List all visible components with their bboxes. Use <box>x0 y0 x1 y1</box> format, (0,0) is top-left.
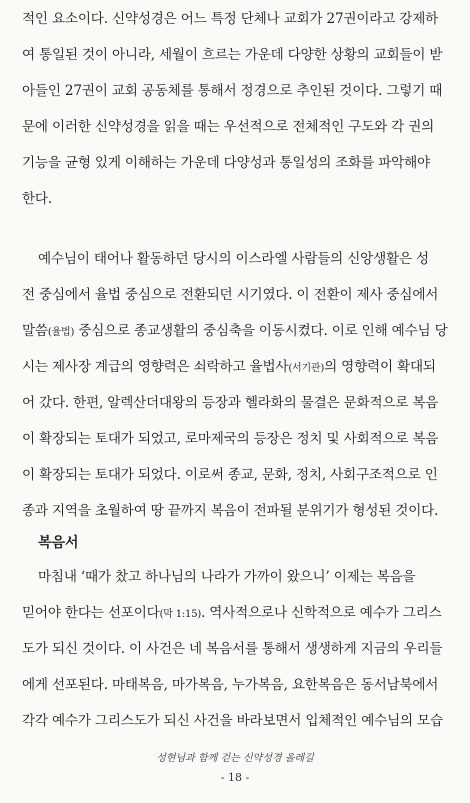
text-line: 마침내 ‘때가 찼고 하나님의 나라가 가까이 왔으니’ 이제는 복음을 <box>38 569 416 585</box>
text-line: 예수님이 태어나 활동하던 당시의 이스라엘 사람들의 신앙생활은 성 <box>38 251 429 267</box>
text-line: 이 확장되는 토대가 되었고, 로마제국의 등장은 정치 및 사회적으로 복음 <box>22 431 439 447</box>
text-line: 아들인 27권이 교회 공동체를 통해서 정경으로 추인된 것이다. 그렇기 때 <box>22 83 443 99</box>
text-line: 어 갔다. 한편, 알렉산더대왕의 등장과 헬라화의 물결은 문화적으로 복음 <box>22 395 439 411</box>
text-segment: 믿어야 한다는 선포이다 <box>22 605 160 621</box>
text-line <box>22 604 452 624</box>
annotation-small: (서기관) <box>288 363 325 374</box>
text-line: 이 확장되는 토대가 되었다. 이로써 종교, 문화, 정치, 사회구조적으로 인 <box>22 467 438 483</box>
text-line: 종과 지역을 초월하여 땅 끝까지 복음이 전파될 분위기가 형성된 것이다. <box>22 503 439 519</box>
annotation-small: (율법) <box>47 327 75 338</box>
section-heading: 복음서 <box>38 535 79 551</box>
text-line: 한다. <box>22 191 52 207</box>
text-line: 적인 요소이다. 신약성경은 어느 특정 단체나 교회가 27권이라고 강제하 <box>22 11 439 27</box>
text-line: 에게 선포된다. 마태복음, 마가복음, 누가복음, 요한복음은 동서남북에서 <box>22 677 439 693</box>
text-line <box>22 358 452 378</box>
text-segment: . 역사적으로나 신학적으로 예수가 그리스 <box>201 605 442 621</box>
annotation-small: (막 1:15) <box>159 609 202 620</box>
text-segment: 시는 제사장 계급의 영향력은 쇠락하고 율법사 <box>22 359 289 375</box>
text-segment: 중심으로 종교생활의 중심축을 이동시켰다. 이로 인해 예수님 당 <box>74 323 448 339</box>
text-line: 도가 되신 것이다. 이 사건은 네 복음서를 통해서 생생하게 지금의 우리들 <box>22 641 443 657</box>
text-segment: 말씀 <box>22 323 48 339</box>
text-line: 전 중심에서 율법 중심으로 전환되던 시기였다. 이 전환이 제사 중심에서 <box>22 287 439 303</box>
text-segment: 의 영향력이 확대되 <box>324 359 436 375</box>
text-line: 기능을 균형 있게 이해하는 가운데 다양성과 통일성의 조화를 파악해야 <box>22 155 430 171</box>
text-line: 문에 이러한 신약성경을 읽을 때는 우선적으로 전체적인 구도와 각 권의 <box>22 119 435 135</box>
text-line: 여 통일된 것이 아니라, 세월이 흐르는 가운데 다양한 상황의 교회들이 받 <box>22 47 443 63</box>
running-footer-title: 성현님과 함께 걷는 신약성경 올레길 <box>156 753 314 764</box>
text-line: 각각 예수가 그리스도가 되신 사건을 바라보면서 입체적인 예수님의 모습 <box>22 713 443 729</box>
text-line <box>22 322 452 342</box>
page-number: - 18 - <box>220 771 250 784</box>
